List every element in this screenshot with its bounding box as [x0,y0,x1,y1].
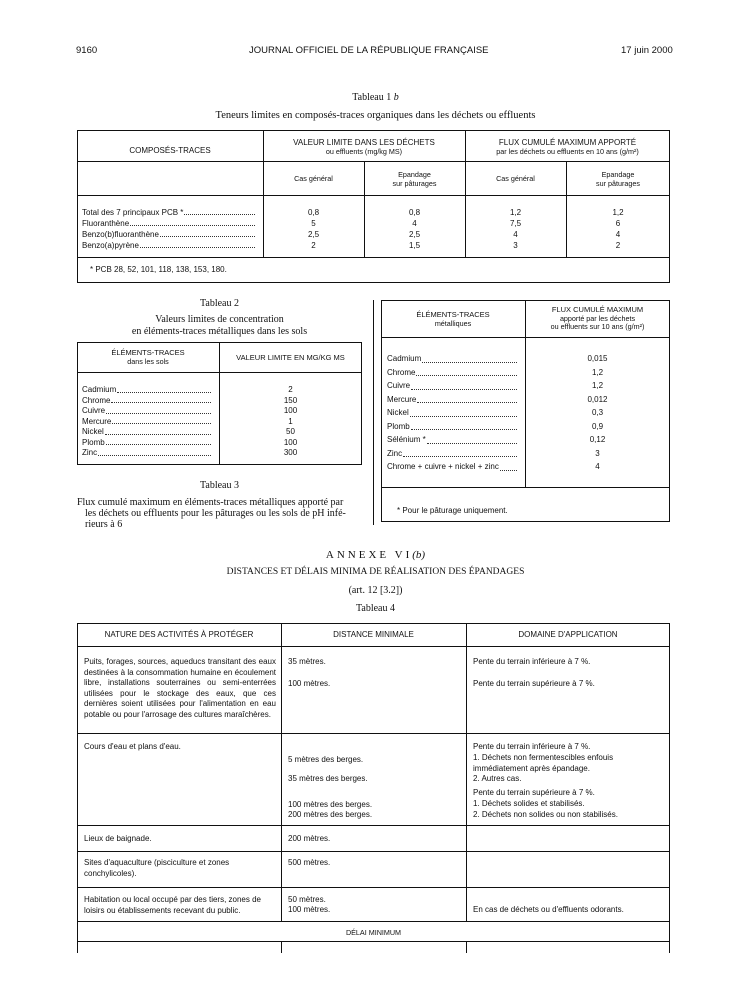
table4-row2-domain1: Pente du terrain inférieure à 7 %. [473,742,591,751]
table4-row2-domain5: 1. Déchets solides et stabilisés. [473,799,585,808]
table-row: Sélénium * [387,433,519,447]
table-row: Zinc [387,447,519,461]
table1b-col-v1: 0,8 5 2,5 2 [307,208,320,250]
table4-row1-distance2: 100 mètres. [288,679,331,688]
table4-col1-header: NATURE DES ACTIVITÉS À PROTÉGER [104,630,254,639]
table4-row1-activity: Puits, forages, sources, aqueducs transitant des eaux destinées à la consommation humaine en écoulement libre, installations souterraines ou semi-enterrées utilisées pour le stockage des eaux, que ces dernières soient utilisées pour l'alimentation en eau potable ou pour l'arrosage des cultures maraîchères. [84,657,276,719]
annexe-subtitle: DISTANCES ET DÉLAIS MINIMA DE RÉALISATION DES ÉPANDAGES [226,567,525,577]
annexe-title: ANNEXE VI(b) [325,549,426,561]
table4-row4-activity: Sites d'aquaculture (pisciculture et zones conchylicoles). [84,858,230,878]
table1b-col-v3: 1,2 7,5 4 3 [509,208,522,250]
table1b-footnote: * PCB 28, 52, 101, 118, 138, 153, 180. [90,265,227,274]
table1b-sub-cas-general-1: Cas général [294,174,333,183]
table-row: Fluoranthène [82,218,257,229]
table-row: Total des 7 principaux PCB * [82,207,257,218]
table3-row-names [387,352,519,474]
table4-col2-header: DISTANCE MINIMALE [333,630,414,639]
table4-row3-activity: Lieux de baignade. [84,834,152,843]
table-row: Mercure [82,417,213,428]
table-row: Chrome [387,366,519,380]
table-row: Cuivre [387,379,519,393]
table3-footnote: * Pour le pâturage uniquement. [397,506,508,515]
table4-row1-distance1: 35 mètres. [288,657,326,666]
table4-number: Tableau 4 [355,603,395,614]
table-row: Chrome + cuivre + nickel + zinc [387,460,519,474]
page-number: 9160 [76,45,98,56]
table-row: Plomb [387,420,519,434]
table4-row4-distance: 500 mètres. [288,858,331,867]
table4-row1-domain2: Pente du terrain supérieure à 7 %. [473,679,595,688]
table2-col1-header: ÉLÉMENTS-TRACES dans les sols [111,348,185,366]
table4-row2-domain2: 1. Déchets non fermentescibles enfouis immédiatement après épandage. [473,753,614,773]
table4-row2-domain6: 2. Déchets non solides ou non stabilisés. [473,810,618,819]
table4-row2-activity: Cours d'eau et plans d'eau. [84,742,181,751]
table-row: Plomb [82,438,213,449]
table1b-sub-epandage-1: Epandage sur pâturages [392,170,437,188]
table3-caption: Flux cumulé maximum en éléments-traces métalliques apporté par les déchets ou effluents pour les pâturages ou les sols de pH infé- rieurs à 6 [77,497,346,530]
table1b-col-v2: 0,8 4 2,5 1,5 [408,208,421,250]
table4-row5-activity: Habitation ou local occupé par des tiers, zones de loisirs ou établissements recevant du public. [84,895,261,915]
table4-row2-domain4: Pente du terrain supérieure à 7 %. [473,788,595,797]
table1b-col-v4: 1,2 6 4 2 [612,208,624,250]
table3-col2-header: FLUX CUMULÉ MAXIMUM apporté par les déchets ou effluents sur 10 ans (g/m²) [550,305,645,331]
table-row: Nickel [82,427,213,438]
table2-values: 2 150 100 1 50 100 300 [283,385,298,457]
table2-col2-header: VALEUR LIMITE EN MG/KG MS [236,353,345,362]
table3-values: 0,015 1,2 1,2 0,012 0,3 0,9 0,12 3 4 [587,354,608,471]
table1b-caption: Teneurs limites en composés-traces organiques dans les déchets ou effluents [215,110,536,121]
table2-caption: Valeurs limites de concentration en éléments-traces métalliques dans les sols [131,314,308,337]
table3-col1-header: ÉLÉMENTS-TRACES métalliques [416,310,490,328]
table-row: Zinc [82,448,213,459]
table4-row5-distance1: 50 mètres. [288,895,326,904]
table4-row5-domain: En cas de déchets ou d'effluents odorants. [473,905,624,914]
table-row: Cadmium [387,352,519,366]
table2-row-names [82,385,213,459]
table-row: Cadmium [82,385,213,396]
table1b-number: Tableau 1 b [352,92,399,103]
table4-row1-domain1: Pente du terrain inférieure à 7 %. [473,657,591,666]
table3-number: Tableau 3 [199,480,239,491]
table4-col3-header: DOMAINE D'APPLICATION [518,630,618,639]
table1b-col3-header: FLUX CUMULÉ MAXIMUM APPORTÉ par les déchets ou effluents en 10 ans (g/m²) [496,138,639,156]
table-row: Cuivre [82,406,213,417]
table-row: Chrome [82,396,213,407]
table4-row5-distance2: 100 mètres. [288,905,331,914]
table4-row2-distance4: 200 mètres des berges. [288,810,373,819]
table1b-sub-cas-general-2: Cas général [496,174,535,183]
table-row: Benzo(b)fluoranthène [82,229,257,240]
annexe-article: (art. 12 [3.2]) [348,585,403,596]
table4-row2-distance3: 100 mètres des berges. [288,800,373,809]
table2-number: Tableau 2 [199,298,239,309]
table4-row2-distance1: 5 mètres des berges. [288,755,364,764]
journal-title: JOURNAL OFFICIEL DE LA RÉPUBLIQUE FRANÇAISE [249,45,489,56]
table-row: Nickel [387,406,519,420]
issue-date: 17 juin 2000 [621,45,673,56]
table-row: Benzo(a)pyrène [82,240,257,251]
table4-row3-distance: 200 mètres. [288,834,331,843]
table4-row2-domain3: 2. Autres cas. [473,774,522,783]
table1b-col2-header: VALEUR LIMITE DANS LES DÉCHETS ou effluents (mg/kg MS) [293,138,435,156]
table-row: Mercure [387,393,519,407]
table1b-row-names [82,207,257,251]
table4-row2-distance2: 35 mètres des berges. [288,774,368,783]
table4-delai-header: DÉLAI MINIMUM [345,928,402,937]
table1b-sub-epandage-2: Epandage sur pâturages [596,170,640,188]
table1b-col1-header: COMPOSÉS-TRACES [129,146,211,155]
